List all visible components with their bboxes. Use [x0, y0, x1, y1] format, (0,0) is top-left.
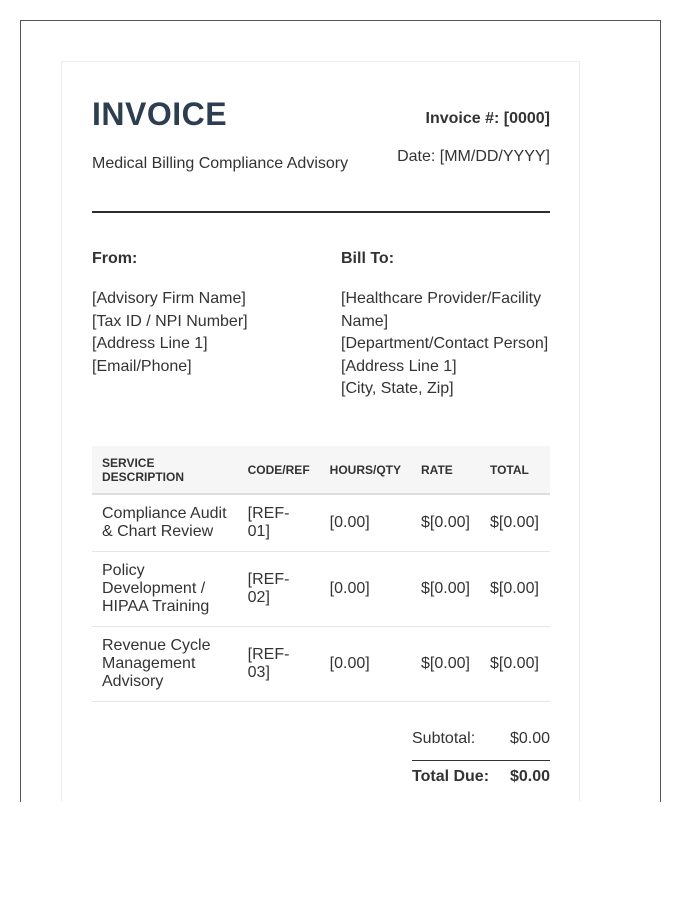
- cell-description: Revenue Cycle Management Advisory: [92, 626, 238, 701]
- from-block: [92, 250, 307, 378]
- from-line: [Advisory Firm Name]: [92, 290, 246, 307]
- bill-to-line: [Healthcare Provider/Facility Name]: [341, 290, 542, 330]
- bill-to-line: [Department/Contact Person]: [341, 335, 549, 352]
- cell-hours: [0.00]: [320, 494, 411, 551]
- column-header-rate: RATE: [411, 446, 480, 494]
- subtotal-row: [412, 730, 550, 748]
- cell-total: $[0.00]: [480, 494, 550, 551]
- cell-code: [REF-01]: [238, 494, 320, 551]
- invoice-date: Date: [MM/DD/YYYY]: [397, 148, 550, 165]
- column-header-total: TOTAL: [480, 446, 550, 494]
- cell-code: [REF-02]: [238, 551, 320, 626]
- bill-to-heading: Bill To:: [341, 250, 395, 267]
- column-header-hours: HOURS/QTY: [320, 446, 411, 494]
- table-row: [92, 626, 550, 701]
- subtotal-value: $0.00: [509, 730, 550, 747]
- subtotal-label: Subtotal:: [412, 730, 476, 747]
- column-header-description: SERVICE DESCRIPTION: [92, 446, 238, 494]
- bill-to-line: [Address Line 1]: [341, 357, 457, 375]
- cell-rate: $[0.00]: [411, 626, 480, 701]
- invoice-subtitle: Medical Billing Compliance Advisory: [92, 155, 349, 172]
- total-divider: [412, 760, 550, 761]
- table-header-row: [92, 446, 550, 494]
- header-divider: [92, 211, 550, 213]
- from-line: [Tax ID / NPI Number]: [92, 312, 248, 330]
- total-due-row: [412, 768, 550, 786]
- total-due-value: $0.00: [509, 768, 550, 785]
- cell-description: Policy Development / HIPAA Training: [92, 551, 238, 626]
- table-row: [92, 494, 550, 551]
- cell-total: $[0.00]: [480, 551, 550, 626]
- bill-to-block: [341, 250, 556, 401]
- cell-code: [REF-03]: [238, 626, 320, 701]
- cell-description: Compliance Audit & Chart Review: [92, 494, 238, 551]
- invoice-number: Invoice #: [0000]: [425, 110, 550, 127]
- total-due-label: Total Due:: [412, 768, 490, 785]
- cell-hours: [0.00]: [320, 626, 411, 701]
- invoice-title: INVOICE: [92, 96, 228, 132]
- cell-rate: $[0.00]: [411, 551, 480, 626]
- column-header-code: CODE/REF: [238, 446, 320, 494]
- from-line: [Address Line 1]: [92, 335, 208, 352]
- line-items-table: [92, 446, 550, 702]
- from-line: [Email/Phone]: [92, 357, 192, 375]
- cell-total: $[0.00]: [480, 626, 550, 701]
- table-row: [92, 551, 550, 626]
- bill-to-line: [City, State, Zip]: [341, 380, 454, 397]
- cell-rate: $[0.00]: [411, 494, 480, 551]
- from-heading: From:: [92, 250, 138, 267]
- invoice-sheet: [61, 61, 580, 801]
- cell-hours: [0.00]: [320, 551, 411, 626]
